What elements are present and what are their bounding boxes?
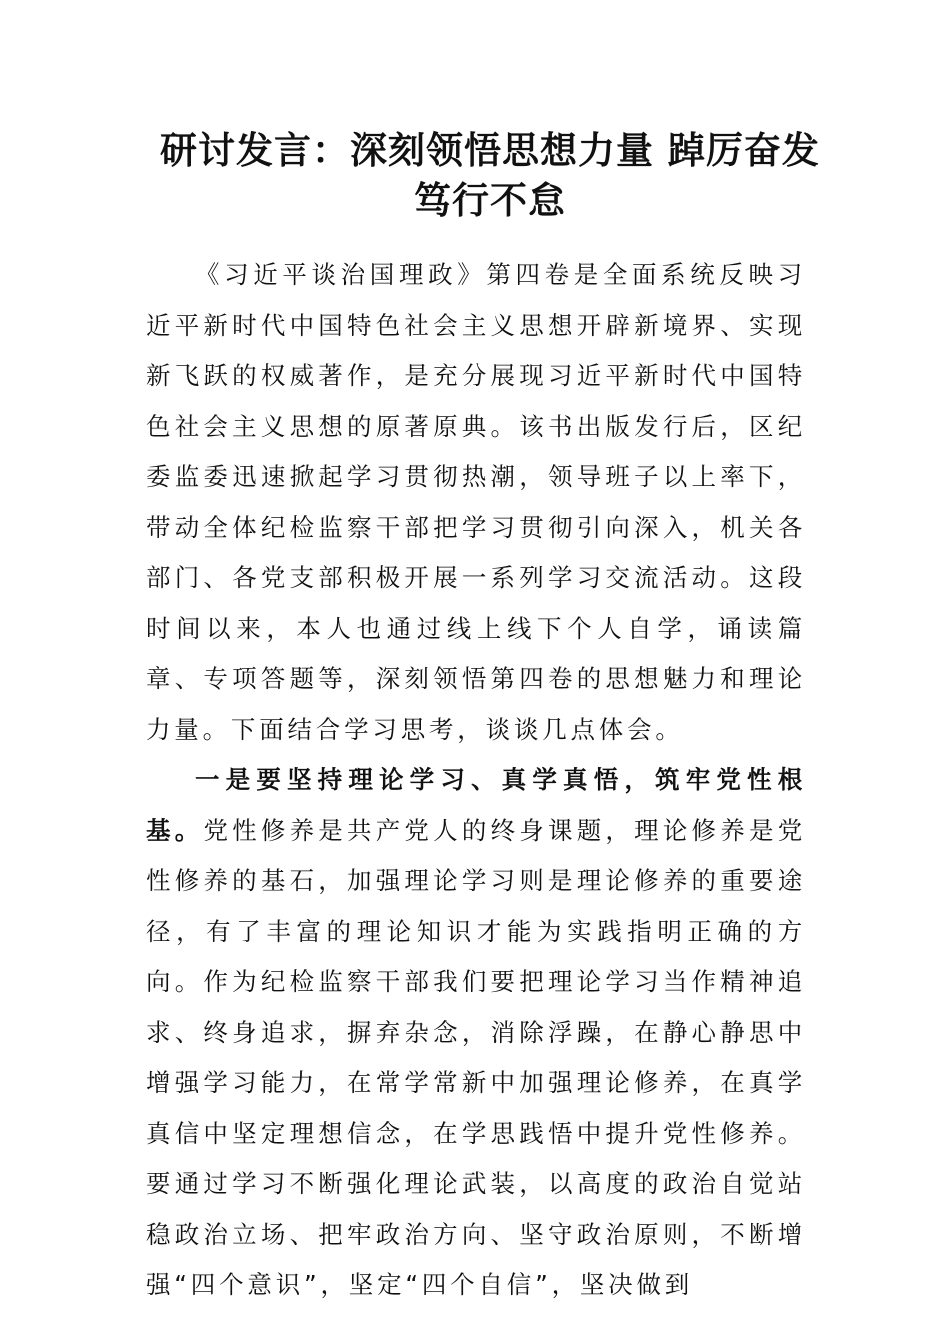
document-title: [120, 125, 860, 225]
paragraph-body-text: 党性修养是共产党人的终身课题，理论修养是党性修养的基石，加强理论学习则是理论修养的重要途径，有了丰富的理论知识才能为实践指明正确的方向。作为纪检监察干部我们要把理论学习当作精神追求、终身追求，摒弃杂念，消除浮躁，在静心静思中增强学习能力，在常学常新中加强理论修养，在真学真信中坚定理想信念，在学思践悟中提升党性修养。要通过学习不断强化理论武装，以高度的政治自觉站稳政治立场、把牢政治方向、坚守政治原则，不断增强“四个意识”，坚定“四个自信”，坚决做到: [146, 815, 806, 1299]
title-line-1: 研讨发言：深刻领悟思想力量 踔厉奋发: [160, 128, 820, 172]
paragraph-point-one: [146, 755, 806, 1311]
paragraph-lead-heading: 一是要坚持理论学习、真学真悟，筑牢党性根基。: [146, 765, 806, 845]
title-line-2: 笃行不怠: [414, 178, 566, 222]
document-body: [146, 250, 806, 1311]
paragraph-intro: 《习近平谈治国理政》第四卷是全面系统反映习近平新时代中国特色社会主义思想开辟新境界、实现新飞跃的权威著作，是充分展现习近平新时代中国特色社会主义思想的原著原典。该书出版发行后，区纪委监委迅速掀起学习贯彻热潮，领导班子以上率下，带动全体纪检监察干部把学习贯彻引向深入，机关各部门、各党支部积极开展一系列学习交流活动。这段时间以来，本人也通过线上线下个人自学，诵读篇章、专项答题等，深刻领悟第四卷的思想魅力和理论力量。下面结合学习思考，谈谈几点体会。: [146, 260, 806, 744]
